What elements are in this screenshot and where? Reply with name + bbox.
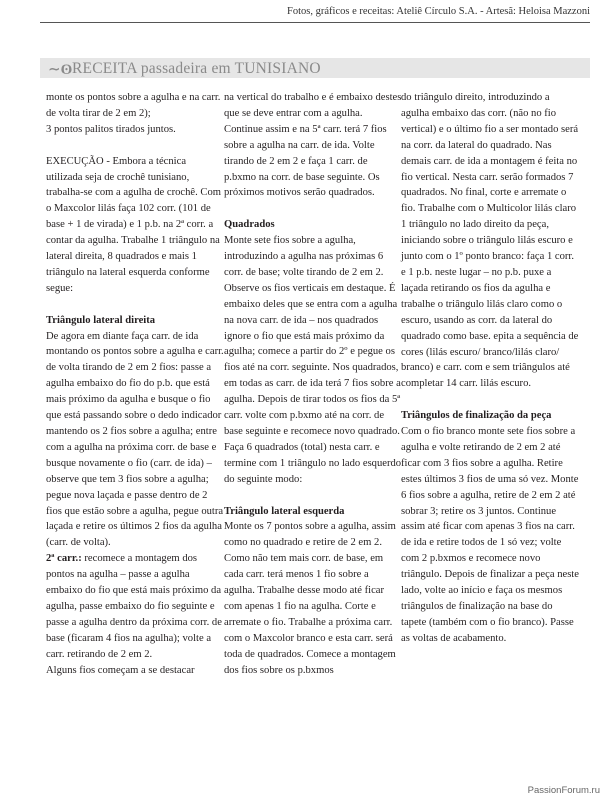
paragraph: Alguns fios começam a se destacar <box>46 664 195 676</box>
text-column-2 <box>224 90 402 679</box>
paragraph: Com o fio branco monte sete fios sobre a agulha e volte retirando de 2 em 2 até ficar com 3 fios sobre a agulha. Retire estes últimos 3 fios de uma só vez. Monte 6 fios sobre a agulha, retire de 2 em 2 até sobrar 3; retire os 3 juntos. Continue assim até ficar com apenas 3 fios na carr. de ida e retire todos de 1 só vez; volte com 2 p.bxmos e recomece novo triângulo. Depois de finalizar a peça neste lado, volte ao início e faça os mesmos triângulos de finalização na base do tapete (também com o fio branco). Passe as voltas de acabamento. <box>401 426 579 644</box>
text-column-3 <box>401 90 579 647</box>
section-heading: Triângulos de finalização da peça <box>401 410 552 422</box>
paragraph-text: recomece a montagem dos pontos na agulha – passe a agulha embaixo do fio que está mais próximo da agulha, passe embaixo do fio seguinte e passe a agulha dentro da próxima corr. de base (ficaram 4 fios na agulha); volte a carr. retirando de 2 em 2. <box>46 553 222 660</box>
paragraph: monte os pontos sobre a agulha e na carr. de volta tirar de 2 em 2); <box>46 92 221 119</box>
paragraph: EXECUÇÃO - Embora a técnica utilizada seja de crochê tunisiano, trabalha-se com a agulha de crochê. Com o Maxcolor lilás faça 102 corr. (101 de base + 1 de virada) e 1 p.b. na 2ª corr. a contar da agulha. Trabalhe 1 triângulo na lateral direita, 8 quadrados e mais 1 triângulo na lateral esquerda conforme segue: <box>46 155 222 294</box>
credits-line: Fotos, gráficos e receitas: Ateliê Círculo S.A. - Artesã: Heloisa Mazzoni <box>287 6 590 17</box>
paragraph: De agora em diante faça carr. de ida montando os pontos sobre a agulha e carr. de volta tirando de 2 em 2 fios: passe a agulha embaixo do fio do p.b. que está mais próximo da agulha e busque o fio que está passando sobre o dedo indicador mantendo os 2 fios sobre a agulha; entre com a agulha na próxima corr. de base e busque novamente o fio (carr. de ida) – observe que tem 3 fios sobre a agulha; pegue nova laçada e passe dentro de 2 fios que estão sobre a agulha, pegue outra laçada e retire os últimos 2 fios da agulha (carr. de volta). <box>46 330 224 549</box>
header-divider <box>40 22 590 23</box>
paragraph: Monte os 7 pontos sobre a agulha, assim como no quadrado e retire de 2 em 2. Como não tem mais corr. de base, em cada carr. terá menos 1 fio sobre a agulha. Trabalhe desse modo até ficar com apenas 1 fio na agulha. Corte e arremate o fio. Trabalhe a próxima carr. com o Maxcolor branco e esta carr. será toda de quadrados. Comece a montagem dos fios sobre os p.bxmos <box>224 521 396 676</box>
paragraph <box>46 551 224 662</box>
section-heading: Quadrados <box>224 219 275 231</box>
watermark: PassionForum.ru <box>527 785 600 796</box>
brand-logo-icon: ∼ʘ <box>48 62 73 78</box>
paragraph: Monte sete fios sobre a agulha, introduzindo a agulha nas próximas 6 corr. de base; volte tirando de 2 em 2. Observe os fios verticais em destaque. É embaixo deles que se entra com a agulha na nova carr. de ida – nos quadrados ignore o fio que está mais próximo da agulha; comece a partir do 2º e pegue os fios até na corr. seguinte. Nos quadrados, em todas as carr. de ida terá 7 fios sobre a agulha. Depois de tirar todos os fios da 5ª carr. volte com p.bxmo até na corr. de base seguinte e recomece novo quadrado. Faça 6 quadrados (total) nesta carr. e termine com 1 triângulo no lado esquerdo do seguinte modo: <box>224 235 402 485</box>
section-heading: Triângulo lateral direita <box>46 314 156 326</box>
paragraph: na vertical do trabalho e é embaixo destes que se deve entrar com a agulha. Continue assim e na 5ª carr. terá 7 fios sobre a agulha na carr. de ida. Volte tirando de 2 em 2 e faça 1 carr. de p.bxmo na corr. de base seguinte. Os próximos motivos serão quadrados. <box>224 92 402 199</box>
paragraph: do triângulo direito, introduzindo a agulha embaixo das corr. (não no fio vertical) e o último fio a ser montado será na corr. da lateral do quadrado. Nas demais carr. de ida a montagem é feita no fio vertical. Nesta carr. serão formados 7 quadrados. No final, corte e arremate o fio. Trabalhe com o Multicolor lilás claro 1 triângulo no lado direito da peça, iniciando sobre o triângulo lilás escuro e junto com o 1º ponto branco: faça 1 corr. e 1 p.b. neste lugar – no p.b. puxe a laçada retirando os fios da agulha e trabalhe o triângulo lilás claro como o escuro, usando as corr. da lateral do quadrado como base. epita a sequência de cores (lilás escuro/ branco/lilás claro/ branco) e carr. com e sem triângulos até completar 14 carr. lilás escuro. <box>401 92 579 390</box>
text-column-1 <box>46 90 224 679</box>
row-label: 2ª carr.: <box>46 553 82 565</box>
recipe-title: RECEITA passadeira em TUNISIANO <box>72 60 321 77</box>
paragraph: 3 pontos palitos tirados juntos. <box>46 123 176 135</box>
section-heading: Triângulo lateral esquerda <box>224 505 345 517</box>
